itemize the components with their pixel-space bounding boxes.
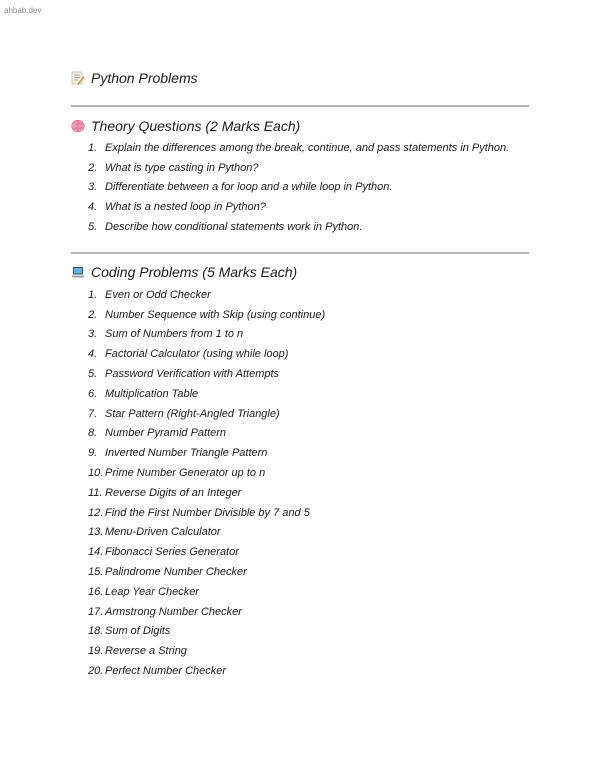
list-item-number: 7.	[88, 407, 98, 420]
list-item-number: 19.	[88, 645, 104, 658]
list-item	[88, 483, 325, 503]
list-item-text: Number Sequence with Skip (using continue)	[105, 308, 326, 321]
list-item-text: Reverse Digits of an Integer	[105, 486, 242, 499]
list-item	[88, 542, 325, 562]
watermark: ahbab.dev	[4, 6, 42, 15]
list-item-number: 13.	[88, 526, 104, 539]
memo-icon	[71, 71, 85, 85]
list-item-text: Sum of Numbers from 1 to n	[105, 328, 244, 341]
list-item-number: 5.	[88, 221, 98, 234]
list-item	[88, 158, 509, 178]
list-item-text: Palindrome Number Checker	[105, 566, 247, 579]
section-heading-text: Theory Questions (2 Marks Each)	[91, 118, 301, 134]
divider	[71, 252, 529, 254]
list-item-number: 14.	[88, 546, 104, 559]
list-item-number: 1.	[88, 288, 98, 301]
list-item	[88, 424, 325, 444]
list-item	[88, 503, 325, 523]
laptop-icon	[71, 265, 85, 279]
page-title-text: Python Problems	[91, 70, 198, 86]
page-title	[71, 70, 198, 86]
list-item	[88, 305, 325, 325]
section-heading-coding	[71, 264, 297, 280]
list-item	[88, 622, 325, 642]
list-item-text: Number Pyramid Pattern	[105, 427, 227, 440]
list-item-text: Fibonacci Series Generator	[105, 546, 239, 559]
coding-problems-list	[88, 285, 325, 681]
section-heading-theory	[71, 118, 300, 134]
list-item-number: 17.	[88, 605, 104, 618]
list-item	[88, 344, 325, 364]
list-item	[88, 197, 509, 217]
list-item-number: 9.	[88, 447, 98, 460]
list-item	[88, 523, 325, 543]
list-item-text: Multiplication Table	[105, 387, 199, 400]
brain-icon	[71, 119, 85, 133]
list-item-text: Prime Number Generator up to n	[105, 467, 266, 480]
list-item-number: 4.	[88, 348, 98, 361]
list-item-text: Armstrong Number Checker	[105, 605, 242, 618]
list-item-text: Describe how conditional statements work in Python.	[105, 221, 363, 234]
section-heading-text: Coding Problems (5 Marks Each)	[91, 264, 298, 280]
list-item-number: 11.	[88, 486, 103, 499]
list-item-number: 15.	[88, 566, 104, 579]
list-item	[88, 384, 325, 404]
list-item-number: 5.	[88, 368, 98, 381]
list-item-number: 16.	[88, 585, 104, 598]
list-item	[88, 443, 325, 463]
list-item	[88, 641, 325, 661]
list-item-number: 2.	[88, 308, 98, 321]
list-item	[88, 138, 509, 158]
list-item-text: Menu-Driven Calculator	[105, 526, 221, 539]
list-item-text: What is type casting in Python?	[105, 161, 259, 174]
list-item-number: 4.	[88, 201, 98, 214]
list-item	[88, 325, 325, 345]
list-item	[88, 404, 325, 424]
list-item-number: 10.	[88, 467, 104, 480]
list-item	[88, 217, 509, 237]
list-item-number: 2.	[88, 161, 98, 174]
list-item-text: Sum of Digits	[105, 625, 171, 638]
list-item-text: Star Pattern (Right-Angled Triangle)	[105, 407, 280, 420]
list-item-text: What is a nested loop in Python?	[105, 201, 266, 214]
list-item	[88, 463, 325, 483]
list-item-number: 3.	[88, 181, 98, 194]
divider	[71, 105, 529, 107]
list-item-number: 8.	[88, 427, 98, 440]
list-item-text: Leap Year Checker	[105, 585, 199, 598]
list-item-text: Reverse a String	[105, 645, 187, 658]
list-item	[88, 364, 325, 384]
list-item-number: 6.	[88, 387, 98, 400]
list-item-number: 20.	[88, 665, 104, 678]
list-item-text: Find the First Number Divisible by 7 and 5	[105, 506, 310, 519]
list-item-text: Perfect Number Checker	[105, 665, 227, 678]
theory-questions-list	[88, 138, 509, 237]
list-item	[88, 602, 325, 622]
list-item	[88, 582, 325, 602]
list-item-text: Differentiate between a for loop and a while loop in Python.	[105, 181, 393, 194]
list-item-number: 3.	[88, 328, 98, 341]
list-item-number: 12.	[88, 506, 104, 519]
list-item	[88, 661, 325, 681]
list-item	[88, 178, 509, 198]
list-item-number: 18.	[88, 625, 104, 638]
list-item-text: Even or Odd Checker	[105, 288, 211, 301]
list-item-text: Factorial Calculator (using while loop)	[105, 348, 289, 361]
list-item	[88, 562, 325, 582]
list-item	[88, 285, 325, 305]
list-item-text: Explain the differences among the break, continue, and pass statements in Python.	[105, 141, 510, 154]
list-item-text: Inverted Number Triangle Pattern	[105, 447, 268, 460]
list-item-number: 1.	[88, 141, 98, 154]
list-item-text: Password Verification with Attempts	[105, 368, 280, 381]
